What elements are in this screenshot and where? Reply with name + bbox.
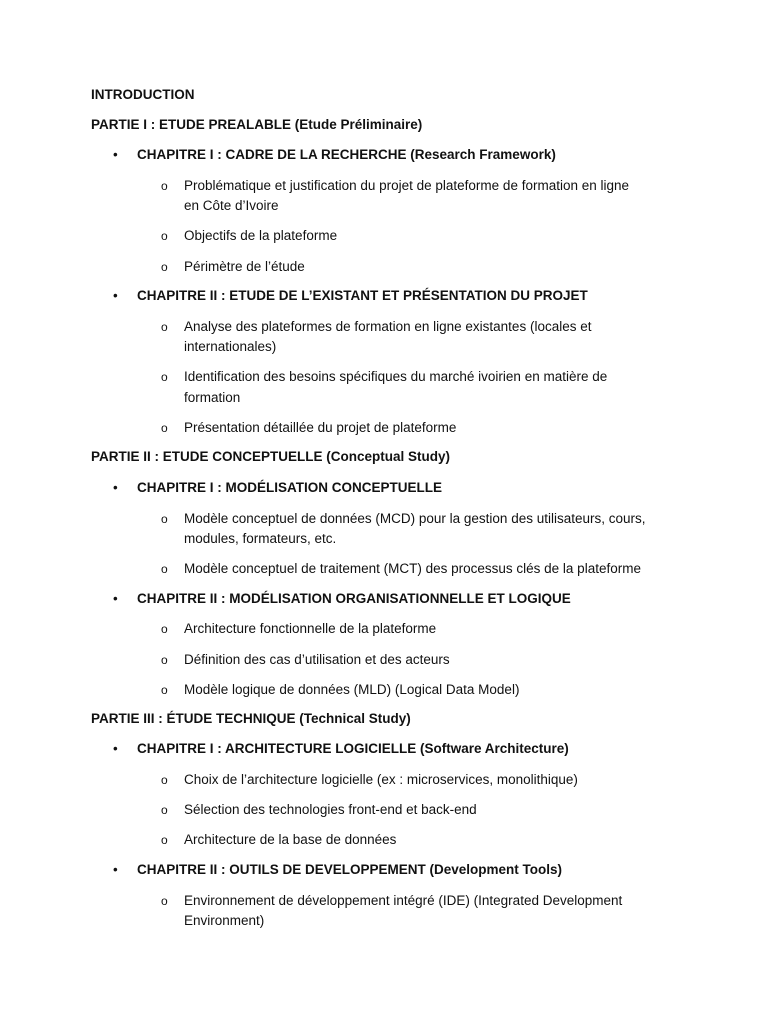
part-title: PARTIE II : ETUDE CONCEPTUELLE (Conceptual Study) xyxy=(91,449,451,464)
circle-bullet-icon: o xyxy=(161,894,168,908)
list-item: Architecture fonctionnelle de la plateforme xyxy=(184,621,437,636)
circle-bullet-icon: o xyxy=(161,653,168,667)
list-item: Identification des besoins spécifiques du marché ivoirien en matière de xyxy=(184,369,608,384)
list-item: Modèle conceptuel de données (MCD) pour la gestion des utilisateurs, cours, xyxy=(184,511,646,526)
list-item: Analyse des plateformes de formation en ligne existantes (locales et xyxy=(184,319,592,334)
list-item: formation xyxy=(184,390,241,405)
bullet-icon: • xyxy=(113,591,118,606)
circle-bullet-icon: o xyxy=(161,370,168,384)
list-item: Définition des cas d’utilisation et des acteurs xyxy=(184,652,450,667)
circle-bullet-icon: o xyxy=(161,179,168,193)
list-item: Choix de l’architecture logicielle (ex : microservices, monolithique) xyxy=(184,772,578,787)
list-item: Sélection des technologies front-end et back-end xyxy=(184,802,477,817)
list-item: modules, formateurs, etc. xyxy=(184,531,337,546)
list-item: Architecture de la base de données xyxy=(184,832,397,847)
list-item: Modèle logique de données (MLD) (Logical Data Model) xyxy=(184,682,520,697)
document-heading: INTRODUCTION xyxy=(91,87,195,102)
part-title: PARTIE I : ETUDE PREALABLE (Etude Préliminaire) xyxy=(91,117,423,132)
bullet-icon: • xyxy=(113,147,118,162)
circle-bullet-icon: o xyxy=(161,833,168,847)
circle-bullet-icon: o xyxy=(161,622,168,636)
list-item: Problématique et justification du projet de plateforme de formation en ligne xyxy=(184,178,630,193)
list-item: Environment) xyxy=(184,913,265,928)
chapter-title: CHAPITRE I : CADRE DE LA RECHERCHE (Research Framework) xyxy=(137,147,556,162)
circle-bullet-icon: o xyxy=(161,683,168,697)
chapter-title: CHAPITRE I : ARCHITECTURE LOGICIELLE (Software Architecture) xyxy=(137,741,569,756)
part-title: PARTIE III : ÉTUDE TECHNIQUE (Technical Study) xyxy=(91,711,411,726)
chapter-title: CHAPITRE II : MODÉLISATION ORGANISATIONNELLE ET LOGIQUE xyxy=(137,591,571,606)
circle-bullet-icon: o xyxy=(161,512,168,526)
circle-bullet-icon: o xyxy=(161,803,168,817)
bullet-icon: • xyxy=(113,480,118,495)
bullet-icon: • xyxy=(113,862,118,877)
list-item: Modèle conceptuel de traitement (MCT) des processus clés de la plateforme xyxy=(184,561,641,576)
chapter-title: CHAPITRE II : OUTILS DE DEVELOPPEMENT (Development Tools) xyxy=(137,862,563,877)
circle-bullet-icon: o xyxy=(161,229,168,243)
bullet-icon: • xyxy=(113,288,118,303)
circle-bullet-icon: o xyxy=(161,773,168,787)
list-item: Environnement de développement intégré (IDE) (Integrated Development xyxy=(184,893,623,908)
list-item: Présentation détaillée du projet de plateforme xyxy=(184,420,457,435)
circle-bullet-icon: o xyxy=(161,260,168,274)
circle-bullet-icon: o xyxy=(161,320,168,334)
bullet-icon: • xyxy=(113,741,118,756)
list-item: Objectifs de la plateforme xyxy=(184,228,338,243)
chapter-title: CHAPITRE II : ETUDE DE L’EXISTANT ET PRÉSENTATION DU PROJET xyxy=(137,288,588,303)
circle-bullet-icon: o xyxy=(161,562,168,576)
circle-bullet-icon: o xyxy=(161,421,168,435)
list-item: Périmètre de l’étude xyxy=(184,259,305,274)
list-item: en Côte d’Ivoire xyxy=(184,198,279,213)
chapter-title: CHAPITRE I : MODÉLISATION CONCEPTUELLE xyxy=(137,480,443,495)
list-item: internationales) xyxy=(184,339,277,354)
